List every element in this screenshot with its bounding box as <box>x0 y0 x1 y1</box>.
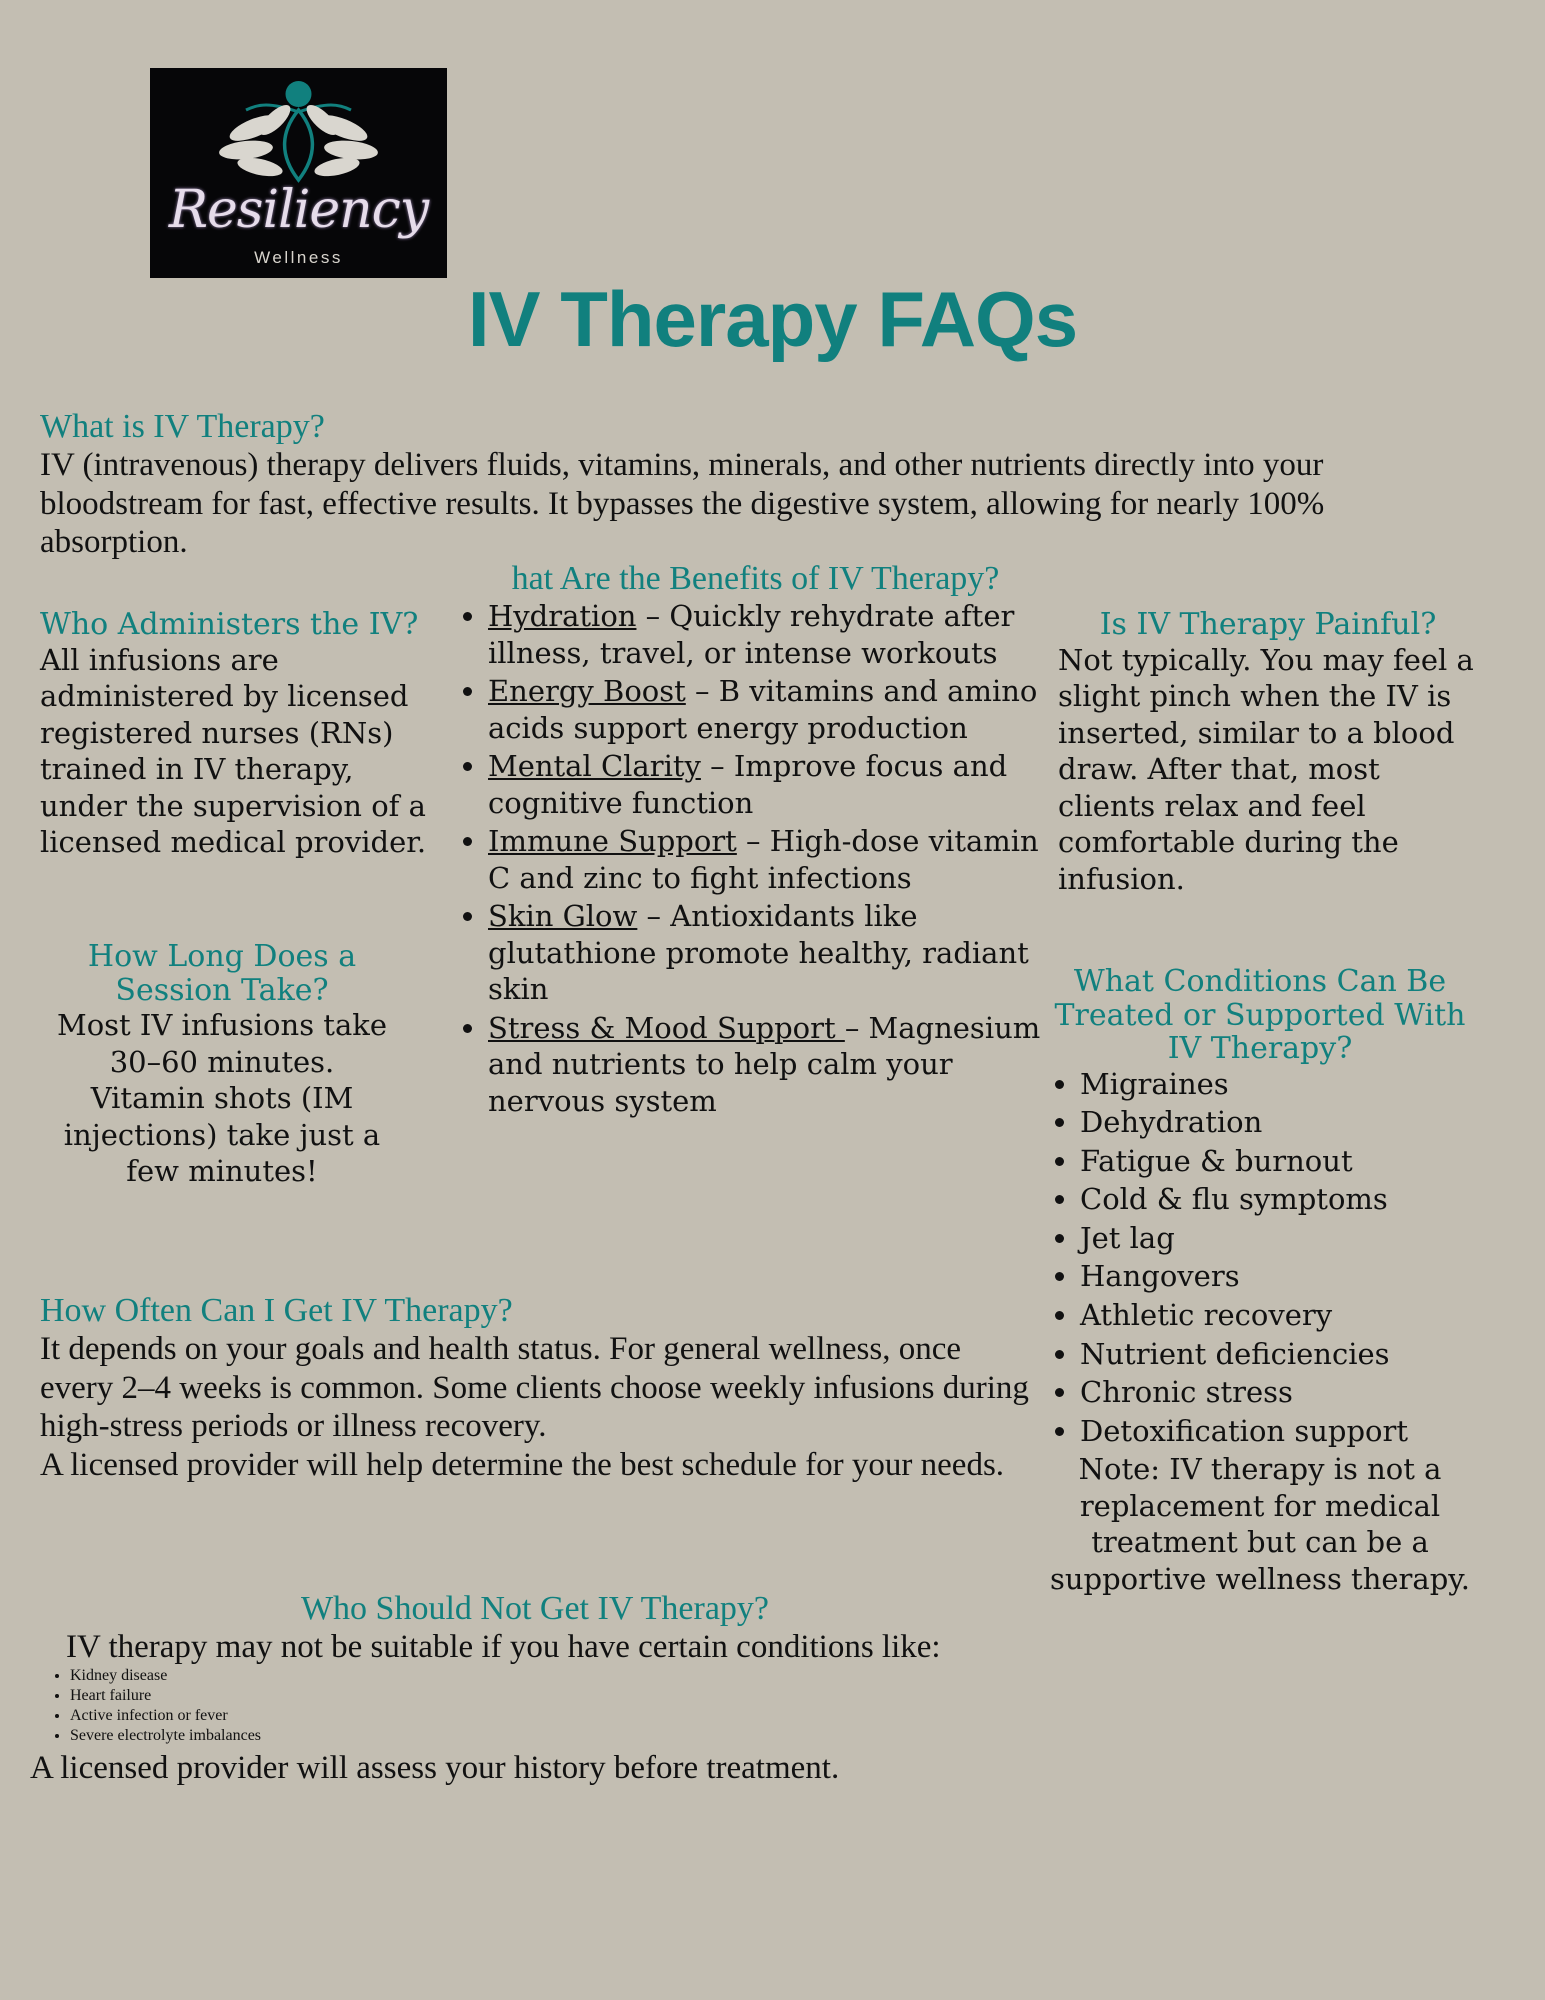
condition-item: • Fatigue & burnout <box>1080 1143 1480 1180</box>
section-who-administers <box>40 608 430 861</box>
section-heading: How Long Does a Session Take? <box>87 939 357 1008</box>
section-conditions-treated <box>1040 965 1480 1597</box>
section-benefits <box>448 560 1063 1122</box>
condition-item: • Dehydration <box>1080 1104 1480 1141</box>
condition-item: • Chronic stress <box>1080 1374 1480 1411</box>
benefit-item <box>488 748 1063 821</box>
benefit-description: – Improve focus and cognitive function <box>488 749 1008 820</box>
section-heading: Who Administers the IV? <box>40 607 419 642</box>
section-body-primary: It depends on your goals and health status. For general wellness, once every 2–4 weeks is common. Some clients choose weekly infusions during high-stress periods or illness recovery. <box>40 1331 1029 1445</box>
contraindications-list <box>30 1667 1040 1745</box>
conditions-note: Note: IV therapy is not a replacement for medical treatment but can be a supportive wellness therapy. <box>1049 1452 1471 1596</box>
section-heading: hat Are the Benefits of IV Therapy? <box>511 560 1000 597</box>
section-body: Not typically. You may feel a slight pinch when the IV is inserted, similar to a blood draw. After that, most clients relax and feel comfortable during the infusion. <box>1058 642 1474 896</box>
section-heading: What Conditions Can Be Treated or Supported With IV Therapy? <box>1054 964 1466 1067</box>
benefit-term: Immune Support <box>488 824 737 859</box>
section-heading: What is IV Therapy? <box>40 408 325 445</box>
condition-item: • Hangovers <box>1080 1258 1480 1295</box>
section-is-it-painful <box>1058 608 1478 897</box>
benefit-description: – Antioxidants like glutathione promote healthy, radiant skin <box>488 899 1029 1007</box>
section-how-often <box>40 1292 1040 1485</box>
benefit-term: Mental Clarity <box>488 749 701 784</box>
condition-item: • Cold & flu symptoms <box>1080 1181 1480 1218</box>
page-title: IV Therapy FAQs <box>467 275 1078 363</box>
contraindication-item: • Heart failure <box>70 1687 1040 1705</box>
section-lead: IV therapy may not be suitable if you have certain conditions like: <box>66 1629 941 1666</box>
brand-name: Resiliency <box>168 180 429 240</box>
section-heading: Is IV Therapy Painful? <box>1099 607 1437 642</box>
condition-item: • Nutrient deficiencies <box>1080 1336 1480 1373</box>
benefit-description: – Magnesium and nutrients to help calm your nervous system <box>488 1010 1041 1118</box>
benefit-description: – Quickly rehydrate after illness, travel, or intense workouts <box>488 599 1015 670</box>
section-what-is-iv-therapy <box>40 408 1410 562</box>
benefit-item <box>488 823 1063 896</box>
benefit-item <box>488 598 1063 671</box>
section-closing: A licensed provider will assess your history before treatment. <box>30 1749 840 1786</box>
section-body: IV (intravenous) therapy delivers fluids, vitamins, minerals, and other nutrients directly into your bloodstream for fast, effective results. It bypasses the digestive system, allowing for nearly 100% absorption. <box>40 447 1325 561</box>
benefit-term: Hydration <box>488 599 637 634</box>
brand-logo <box>150 68 447 278</box>
contraindication-item: • Active infection or fever <box>70 1707 1040 1725</box>
section-heading: Who Should Not Get IV Therapy? <box>300 1590 770 1627</box>
section-body: All infusions are administered by licensed registered nurses (RNs) trained in IV therapy, under the supervision of a licensed medical provider. <box>40 642 427 860</box>
conditions-list <box>1040 1066 1480 1449</box>
section-body: Most IV infusions take 30–60 minutes. Vitamin shots (IM injections) take just a few minutes! <box>57 1008 387 1189</box>
condition-item: • Jet lag <box>1080 1220 1480 1257</box>
benefit-description: – High-dose vitamin C and zinc to fight infections <box>488 824 1039 895</box>
section-heading: How Often Can I Get IV Therapy? <box>40 1292 513 1329</box>
section-session-length <box>52 940 392 1190</box>
botanical-wellness-figure-icon <box>150 76 447 186</box>
brand-tagline: Wellness <box>254 248 343 267</box>
benefit-item <box>488 1010 1063 1120</box>
contraindication-item: • Kidney disease <box>70 1667 1040 1685</box>
section-who-should-not <box>30 1590 1040 1787</box>
condition-item: • Migraines <box>1080 1066 1480 1103</box>
section-body-secondary: A licensed provider will help determine the best schedule for your needs. <box>40 1446 1005 1483</box>
benefit-term: Skin Glow <box>488 899 638 934</box>
condition-item: • Detoxification support <box>1080 1413 1480 1450</box>
benefit-description: – B vitamins and amino acids support energy production <box>488 674 1038 745</box>
condition-item: • Athletic recovery <box>1080 1297 1480 1334</box>
benefits-list <box>448 598 1063 1119</box>
benefit-term: Energy Boost <box>488 674 686 709</box>
benefit-term: Stress & Mood Support <box>488 1010 845 1045</box>
benefit-item <box>488 673 1063 746</box>
benefit-item <box>488 898 1063 1008</box>
contraindication-item: • Severe electrolyte imbalances <box>70 1727 1040 1745</box>
